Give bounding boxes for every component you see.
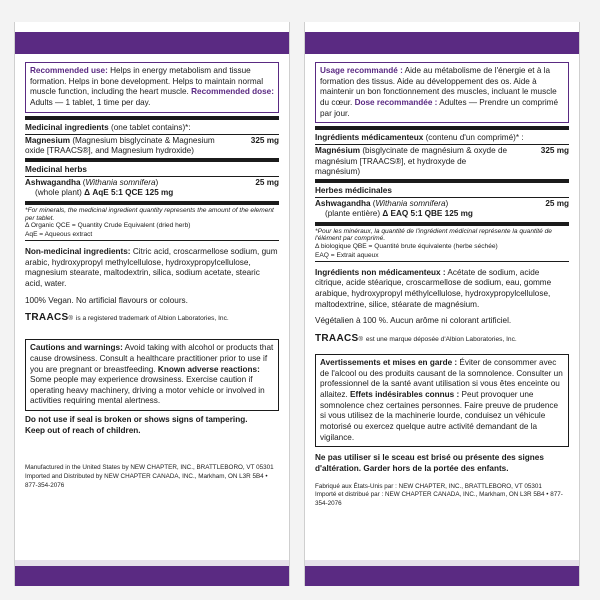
ingredient-detail: (bisglycinate de magnésium & oxyde de magnésium [TRAACS®], et hydroxyde de magnésium)	[315, 146, 508, 176]
minerals-footnote: *For minerals, the medicinal ingredient quantity represents the amount of the element per tablet.	[25, 206, 274, 222]
table-rule	[315, 222, 569, 226]
table-rule	[315, 197, 569, 198]
ingredient-extract: Δ EAQ 5:1 QBE 125 mg	[382, 209, 473, 219]
recommended-dose-label: Recommended dose:	[191, 87, 274, 97]
ingredients-table	[315, 126, 569, 262]
ingredient-latin-name: Withania somnifera	[375, 199, 446, 209]
heading-text: Medicinal ingredients	[25, 122, 109, 132]
manufactured-line: Manufactured in the United States by NEW CHAPTER, INC., BRATTLEBORO, VT 05301	[25, 464, 274, 472]
ingredient-row-ashwagandha	[315, 199, 569, 220]
table-rule	[25, 176, 279, 177]
registered-mark: ®	[68, 316, 73, 323]
ingredient-amount: 325 mg	[540, 146, 569, 156]
table-rule	[315, 179, 569, 183]
non-medicinal-ingredients	[25, 247, 279, 290]
ingredient-amount: 25 mg	[255, 178, 279, 188]
medicinal-herbs-heading: Herbes médicinales	[315, 186, 392, 196]
ingredient-row-magnesium	[315, 146, 569, 177]
vegan-statement: 100% Vegan. No artificial flavours or colours.	[25, 295, 188, 305]
recommended-dose-text: Adults — 1 tablet, 1 time per day.	[30, 97, 151, 107]
heading-text: Ingrédients médicamenteux	[315, 133, 424, 143]
non-medicinal-ingredients	[315, 268, 569, 311]
label-panel-english	[14, 22, 290, 586]
cautions-label: Cautions and warnings:	[30, 343, 123, 353]
table-rule	[315, 144, 569, 145]
traacs-text: is a registered trademark of Albion Laboratories, Inc.	[75, 315, 229, 323]
ingredient-amount: 25 mg	[545, 199, 569, 209]
legend-line: Δ biologique QBE = Quantité brute équivalente (herbe séchée)	[315, 243, 498, 251]
ingredient-row-magnesium	[25, 136, 279, 157]
heading-subtext: (one tablet contains)*:	[108, 122, 191, 132]
adverse-reactions-text: Some people may experience drowsiness. Exercise caution if operating heavy machinery, driving a motor vehicle or involved in activities requiring mental alertness.	[30, 375, 265, 406]
bottom-purple-band	[15, 566, 289, 586]
cautions-text: Éviter de consommer avec de l'alcool ou des produits causant de la somnolence. Consulter un professionnel de la santé avant utilisation si vous êtes enceinte ou allaitez.	[320, 358, 563, 400]
ingredient-amount: 325 mg	[250, 135, 279, 145]
table-rule	[25, 201, 279, 205]
distributed-line: Imported and Distributed by NEW CHAPTER CANADA, INC., Markham, ON L3R 5B4 • 877-354-2076	[25, 473, 268, 490]
ingredient-name: Ashwagandha	[315, 199, 371, 209]
legend-line: AqE = Aqueous extract	[25, 230, 93, 238]
manufactured-line: Fabriqué aux États-Unis par : NEW CHAPTER, INC., BRATTLEBORO, VT 05301	[315, 482, 542, 490]
manufacturer-info	[25, 464, 279, 490]
adverse-reactions-text: Peut provoquer une somnolence chez certaines personnes. Faire preuve de prudence si vous utilisez de la machinerie lourde, conduisez un véhicule motorisé ou exercez quelque autre activité demandant de la vigilance.	[320, 390, 559, 442]
ingredient-name: Magnesium	[25, 135, 71, 145]
ingredient-name-cell	[25, 136, 223, 157]
recommended-dose-label: Dose recommandée :	[354, 97, 438, 107]
non-medicinal-label: Non-medicinal ingredients:	[25, 246, 131, 256]
seal-warning: Do not use if seal is broken or shows signs of tampering.	[25, 415, 248, 425]
tamper-warning	[315, 453, 569, 474]
ingredient-detail: (Magnesium bisglycinate & Magnesium oxide [TRAACS®], and Magnesium hydroxide)	[25, 135, 215, 155]
ingredient-name: Magnésium	[315, 146, 361, 156]
medicinal-ingredients-heading	[25, 122, 279, 133]
panel-content	[315, 62, 569, 560]
ingredient-extract: Δ AqE 5:1 QCE 125 mg	[84, 188, 174, 198]
recommended-use-box	[315, 62, 569, 123]
ingredient-part: (whole plant)	[35, 188, 82, 198]
tamper-warning	[25, 415, 279, 436]
traacs-logo: TRAACS	[315, 333, 359, 345]
top-purple-band	[15, 32, 289, 54]
table-rule	[315, 261, 569, 262]
children-warning: Garder hors de la portée des enfants.	[363, 464, 509, 473]
ingredient-name-cell: Ashwagandha (Withania somnifera) (plante entière) Δ EAQ 5:1 QBE 125 mg	[315, 199, 473, 219]
recommended-dose-text: Adultes — Prendre un comprimé par jour.	[320, 97, 559, 118]
bottom-purple-band	[305, 566, 579, 586]
cautions-text: Avoid taking with alcohol or products that cause drowsiness. Consult a healthcare practitioner prior to use if you are pregnant or breastfeeding.	[30, 343, 274, 374]
traacs-text: est une marque déposée d'Albion Laboratories, Inc.	[365, 336, 517, 344]
distributed-line: Importé et distribué par : NEW CHAPTER CANADA, INC., Markham, ON L3R 5B4 • 877-354-2076	[315, 491, 563, 508]
ingredient-latin-name: Withania somnifera	[85, 178, 156, 188]
recommended-use-text: Aide au métabolisme de l'énergie et à la formation des tissus. Aide au développement des os. Aide à maintenir un bon fonctionnement des muscles, incluant le muscle du cœur.	[320, 66, 557, 107]
table-rule	[25, 158, 279, 162]
table-rule	[25, 116, 279, 120]
ingredient-name-cell: Ashwagandha (Withania somnifera) (whole plant) Δ AqE 5:1 QCE 125 mg	[25, 178, 174, 198]
adverse-reactions-label: Known adverse reactions:	[157, 364, 260, 374]
heading-subtext: (contenu d'un comprimé)* :	[423, 133, 524, 143]
cautions-box	[25, 339, 279, 411]
registered-mark: ®	[358, 337, 363, 344]
table-rule	[25, 240, 279, 241]
legend-line: EAQ = Extrait aqueux	[315, 251, 379, 259]
ingredient-name-cell	[315, 146, 513, 177]
adverse-reactions-label: Effets indésirables connus :	[350, 390, 460, 400]
top-purple-band	[305, 32, 579, 54]
cautions-box	[315, 354, 569, 447]
ingredient-name: Ashwagandha	[25, 178, 81, 188]
manufacturer-info	[315, 483, 569, 509]
panel-content	[25, 62, 279, 560]
children-warning: Keep out of reach of children.	[25, 425, 141, 435]
vegan-statement: Végétalien à 100 %. Aucun arôme ni colorant artificiel.	[315, 316, 512, 326]
non-medicinal-label: Ingrédients non médicamenteux :	[315, 267, 446, 277]
ingredient-part: (plante entière)	[325, 209, 381, 219]
medicinal-herbs-heading: Medicinal herbs	[25, 165, 87, 175]
table-rule	[315, 126, 569, 130]
cautions-label: Avertissements et mises en garde :	[320, 358, 458, 368]
ingredients-table	[25, 116, 279, 241]
medicinal-ingredients-heading	[315, 132, 569, 143]
traacs-trademark	[25, 312, 279, 323]
legend-line: Δ Organic QCE = Quantity Crude Equivalent (dried herb)	[25, 222, 191, 230]
traacs-logo: TRAACS	[25, 312, 69, 324]
recommended-use-label: Recommended use:	[30, 66, 108, 75]
recommended-use-box	[25, 62, 279, 113]
traacs-trademark	[315, 333, 569, 344]
recommended-use-label: Usage recommandé :	[320, 66, 403, 75]
non-medicinal-text: Acétate de sodium, acide citrique, acide stéarique, croscarmellose de sodium, eau, gomme arabique, hydroxypropyl méthylcellulose, hydroxypropylcellulose, maltodextrine, silice, stéarate de magnésium.	[315, 267, 552, 309]
recommended-use-text: Helps in energy metabolism and tissue formation. Helps in bone development. Helps to maintain normal muscle function, including the heart muscle.	[30, 66, 264, 97]
minerals-footnote: *Pour les minéraux, la quantité de l'ingrédient médicinal représente la quantité de l'élément par comprimé.	[315, 227, 552, 243]
ingredient-row-ashwagandha	[25, 178, 279, 199]
non-medicinal-text: Citric acid, croscarmellose sodium, gum arabic, hydroxypropyl methylcellulose, hydroxypropylcellulose, magnesium stearate, maltodextrin, silica, sodium acetate, stearic acid, water.	[25, 246, 278, 288]
table-rule	[25, 134, 279, 135]
label-panel-french	[304, 22, 580, 586]
seal-warning: Ne pas utiliser si le sceau est brisé ou présente des signes d'altération.	[315, 453, 544, 473]
